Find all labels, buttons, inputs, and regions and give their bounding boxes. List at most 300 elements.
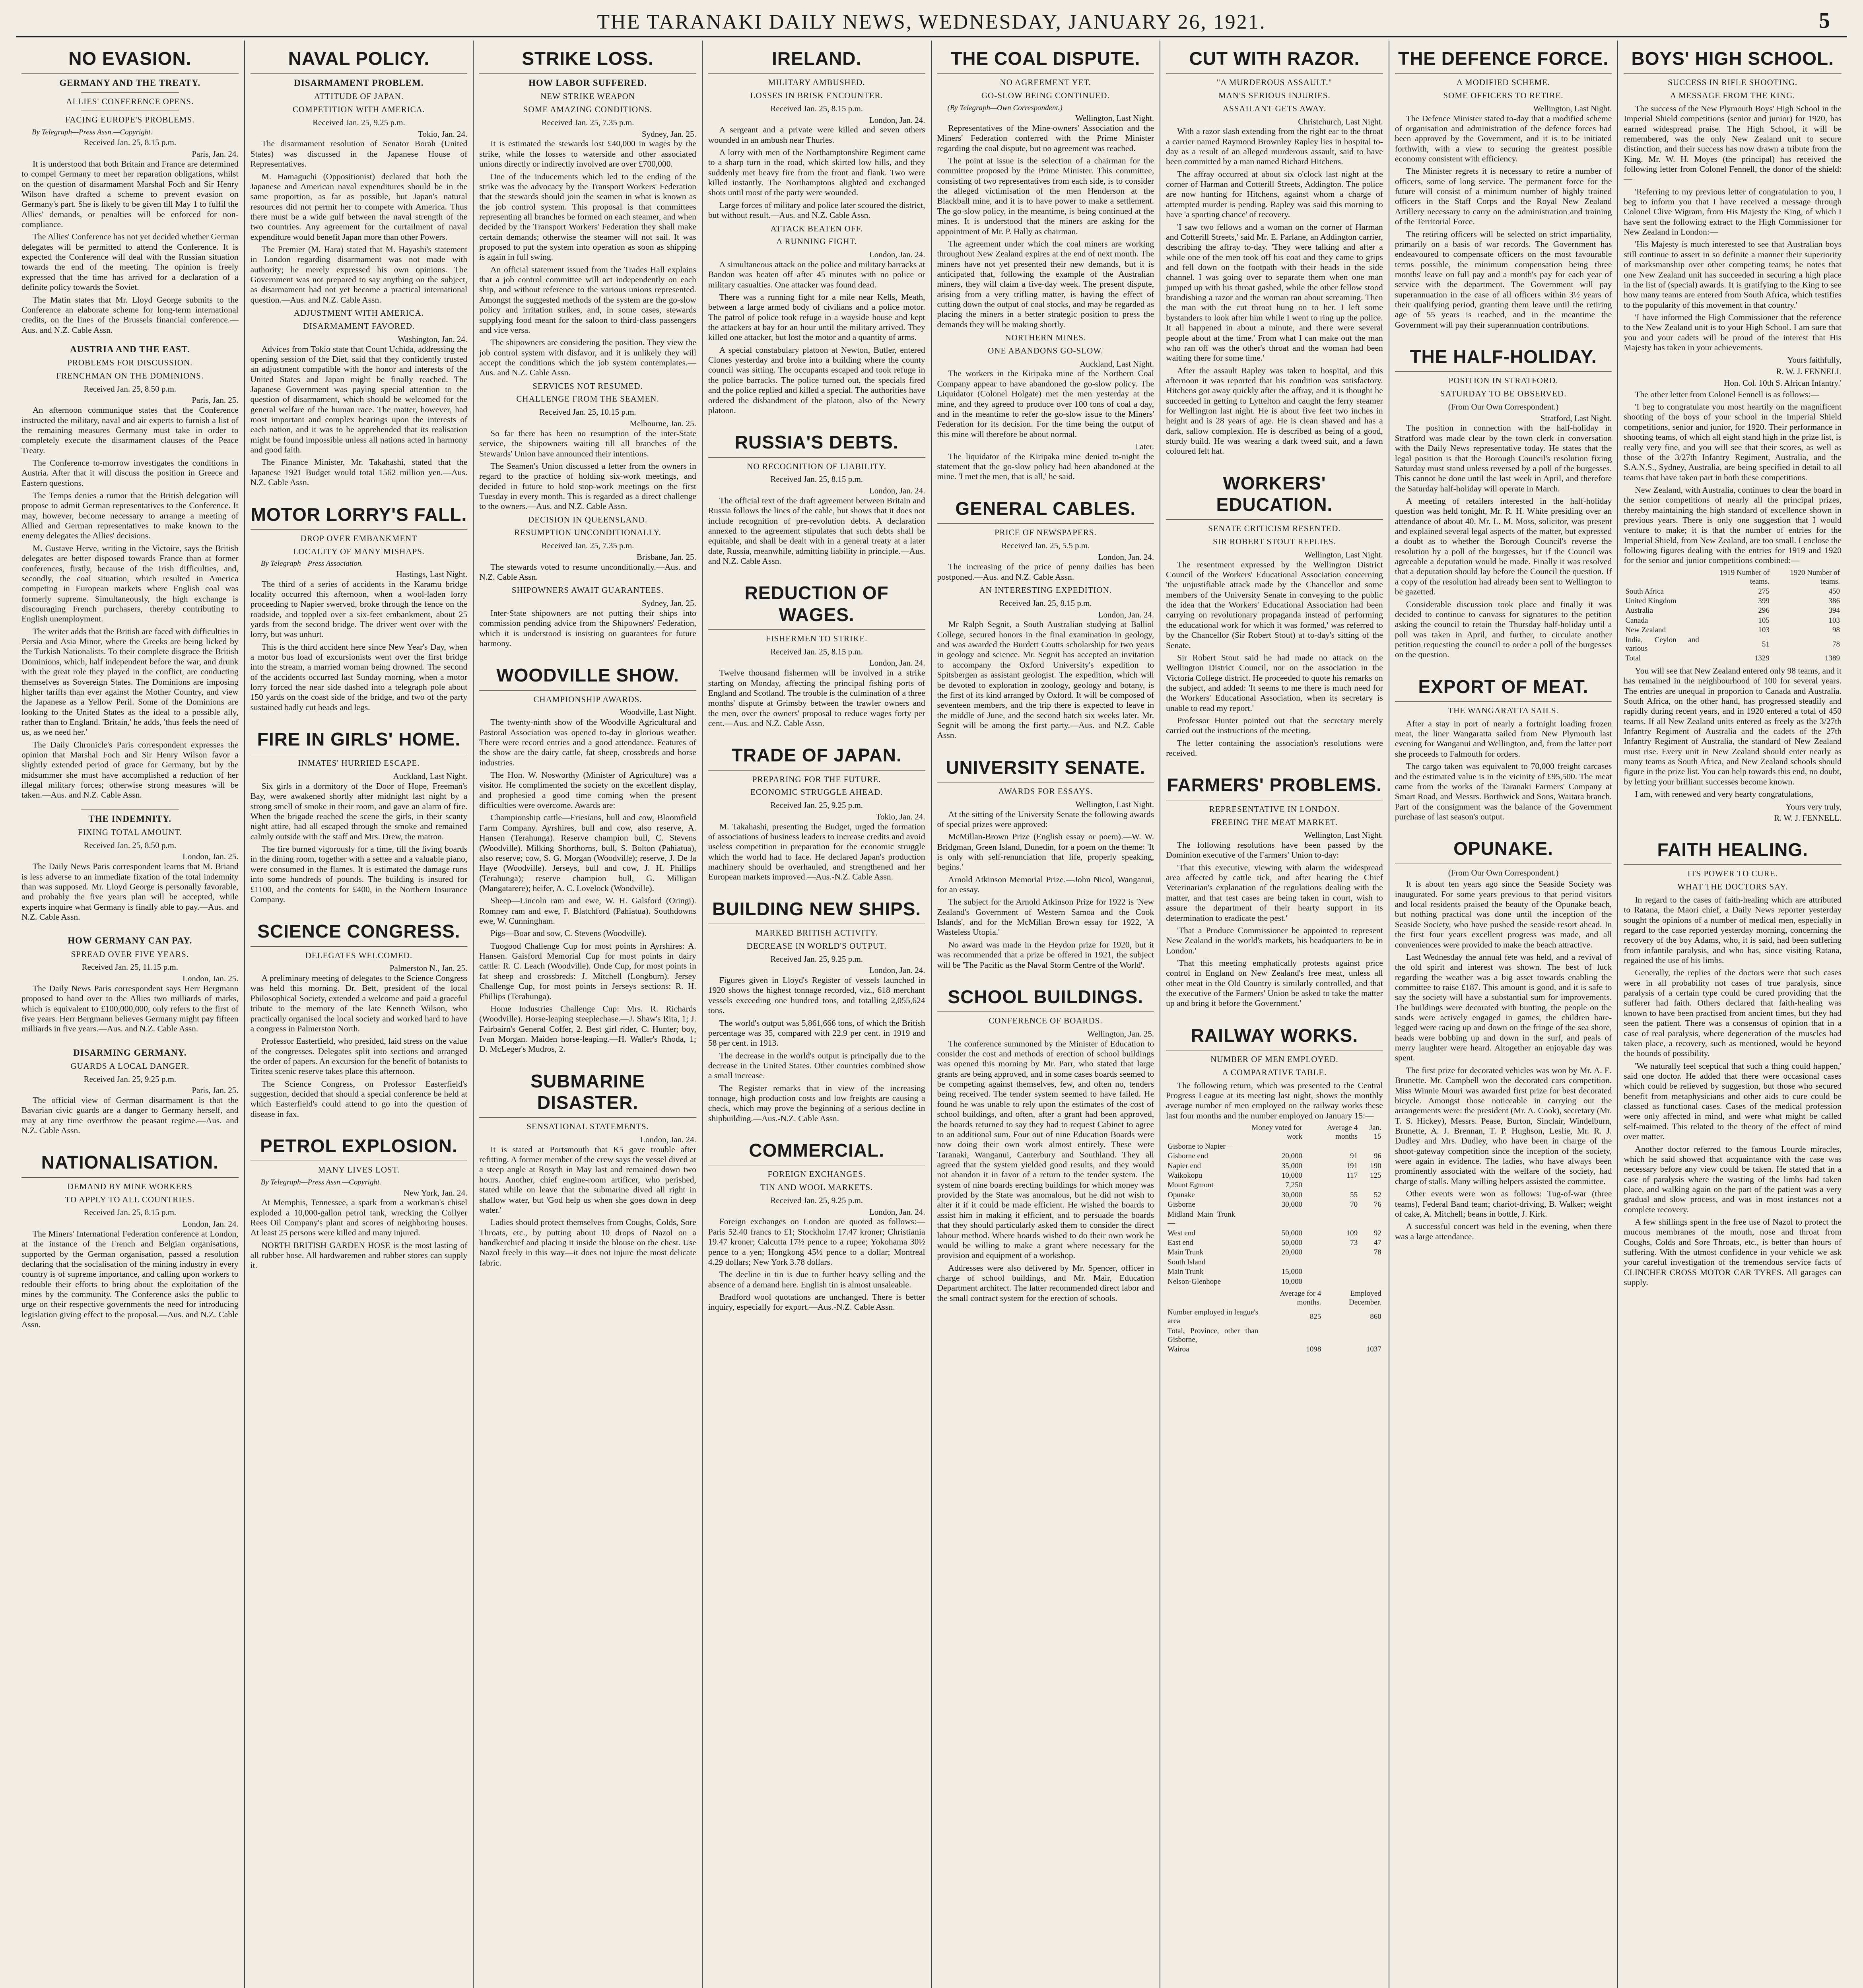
page-number: 5	[1819, 8, 1831, 33]
table-cell: South Island	[1168, 1258, 1206, 1266]
paragraph: Sir Robert Stout said he had made no attack on the Wellington District Council, nor on the association in the Victoria College district. He proceeded to quote his remarks on the subject, and added: 'It seems to me there is much need for the Workers' Educational Association, when its secretary is unable to read my report.'	[1166, 652, 1383, 713]
paragraph: The decrease in the world's output is principally due to the decrease in the United States. Other countries combined show a small increase.	[708, 1050, 925, 1081]
table-cell	[1263, 1326, 1323, 1345]
paragraph: The official view of German disarmament is that the Bavarian civic guards are a danger to Germany herself, and may at any time overthrow the peasant regime.—Aus. and N.Z. Cable Assn.	[21, 1095, 239, 1136]
subheadline: SERVICES NOT RESUMED.	[532, 381, 643, 391]
article-austria	[21, 344, 239, 800]
headline: REDUCTION OF WAGES.	[708, 575, 925, 630]
paragraph: The Daily Chronicle's Paris correspondent expresses the opinion that Marshal Foch and Sir Henry Wilson favor a slightly extended period of grace for Germany, but by the midsummer she must have accomplished a reduction of her illegal military forces; otherwise strong measures will be taken.—Aus. and N.Z. Cable Assn.	[21, 740, 239, 800]
table-cell: 394	[1828, 606, 1840, 615]
column-6	[1160, 41, 1389, 1988]
table-row	[1166, 1267, 1383, 1277]
subheadline: DECISION IN QUEENSLAND.	[528, 514, 648, 524]
table-cell: 1098	[1306, 1345, 1321, 1354]
table-row	[1166, 1151, 1383, 1161]
subheadline: NO RECOGNITION OF LIABILITY.	[747, 461, 887, 471]
subheadline: SIR ROBERT STOUT REPLIES.	[1213, 537, 1336, 547]
table-cell: 50,000	[1281, 1229, 1302, 1237]
headline: NATIONALISATION.	[21, 1144, 239, 1177]
column-3	[474, 41, 703, 1988]
paragraph: The success of the New Plymouth Boys' High School in the Imperial Shield competitions (senior and junior) for 1920, has earned widespread praise. The High School, it will be remembered, was the only New Zealand unit to secure distinction, and their success has now drawn a tribute from the King. Mr. W. H. Moyes (the principal) has received the following letter from Colonel Fennell, the donor of the shield:—	[1624, 103, 1842, 184]
paragraph: It is stated at Portsmouth that K5 gave trouble after refitting. A former member of the crew says the vessel dived at a steep angle at Rosyth in May last and remained down two hours. Another, chief engine-room artificer, who perished, stated while on leave that the submarine dived all right in shallow water, but 'God help us when she goes down in deep water.'	[479, 1144, 696, 1215]
headline: GENERAL CABLES.	[937, 491, 1154, 524]
paragraph: The Conference to-morrow investigates the conditions in Austria. After that it will discuss the position in Greece and Eastern questions.	[21, 458, 239, 488]
article-woodville-show	[479, 657, 696, 1054]
paragraph: The cargo taken was equivalent to 70,000 freight carcases and the estimated value is in the vicinity of £95,500. The meat came from the works of the Taranaki Farmers' Company at Smart Road, and Messrs. Borthwick and Sons, Waitara branch. Part of the consignment was the balance of the Government purchase of last season's output.	[1395, 761, 1612, 821]
table-cell: 55	[1350, 1190, 1358, 1199]
paragraph: M. Hamaguchi (Oppositionist) declared that both the Japanese and American naval expenditures should be in the same proportion, as far as possible, but Japan's natural resources did not permit her to compete with America. Thus there must be a wide gulf between the naval strength of the two countries. Any agreement for the curtailment of naval expenditure would benefit Japan more than other Powers.	[250, 171, 468, 242]
paragraph: Another doctor referred to the famous Lourde miracles, which he said showed that acquaintance with the case was necessary before any view could be taken. He stated that in a case of paralysis where the wasting of the limbs had taken place, and walking again on the part of the patient was a very gradual and slow process, and was in most instances not a complete recovery.	[1624, 1144, 1842, 1214]
paragraph: The decline in tin is due to further heavy selling and the absence of a demand here. English tin is almost unsaleable.	[708, 1270, 925, 1289]
table-row	[1166, 1326, 1383, 1345]
table-cell: 35,000	[1281, 1161, 1302, 1170]
dateline: Tokio, Jan. 24.	[876, 812, 925, 821]
dateline: London, Jan. 25.	[183, 852, 239, 862]
article-farmers-problems	[1166, 767, 1383, 1008]
dateline: Hastings, Last Night.	[396, 569, 468, 579]
byline: (From Our Own Correspondent.)	[1448, 402, 1559, 412]
table-cell	[1304, 1210, 1359, 1229]
column-2	[245, 41, 474, 1988]
article-workers-education	[1166, 465, 1383, 759]
subheadline: MILITARY AMBUSHED.	[768, 78, 865, 87]
table-cell	[1237, 1142, 1304, 1151]
paragraph: Advices from Tokio state that Count Uchida, addressing the opening session of the Diet, said that they confidently trusted an adjustment compatible with the honor and interests of the United States and Japan might be finally reached. The Japanese Government was paying special attention to the question of disarmament, which should be welcomed for the general welfare of the human race. The matter, however, had most important and complex bearings upon the interests of each nation, and it was to be apprehended that its realisation might be found impossible unless all nations acted in harmony and good faith.	[250, 344, 468, 455]
table-cell	[1260, 1308, 1263, 1326]
subheadline: CHAMPIONSHIP AWARDS.	[533, 694, 642, 704]
headline: THE HALF-HOLIDAY.	[1395, 339, 1612, 372]
paragraph: 'That this executive, viewing with alarm the widespread area affected by cattle tick, and after hearing the Chief Veterinarian's explanation of the regulations dealing with the matter, and that test cases are being taken in court, wish to assure the department of their hearty support in its determination to eradicate the pest.'	[1166, 862, 1383, 923]
subheadline: SUCCESS IN RIFLE SHOOTING.	[1668, 78, 1798, 87]
paragraph: The official text of the draft agreement between Britain and Russia follows the lines of the cable, but shows that it does not include recognition of pre-revolution debts. A declaration annexed to the agreement stipulates that such debts shall be equitable, and shall be dealt with in a general treaty at a later date, Russia, meanwhile, admitting liability in principle.—Aus. and N.Z. Cable Assn.	[708, 495, 925, 566]
dateline: Sydney, Jan. 25.	[641, 598, 696, 608]
paragraph: Large forces of military and police later scoured the district, but without result.—Aus. and N.Z. Cable Assn.	[708, 200, 925, 220]
paragraph: Home Industries Challenge Cup: Mrs. R. Richards (Woodville). Horse-leaping steeplechase.—J. Shaw's Rita, 1; J. Fairbairn's General Coffer, 2. Best girl rider, C. Hunter; boy, Ivan Morgan. Maiden horse-leaping.—H. Waller's Rhoda, 1; D. McLeger's Mudros, 2.	[479, 1004, 696, 1054]
subheadline: FISHERMEN TO STRIKE.	[765, 633, 868, 643]
subheadline: ATTACK BEATEN OFF.	[770, 223, 863, 233]
article-boys-high-school	[1624, 41, 1842, 823]
table-cell: 825	[1309, 1312, 1321, 1321]
paragraph: The following resolutions have been passed by the Dominion executive of the Farmers' Union to-day:	[1166, 840, 1383, 860]
dateline: Wellington, Last Night.	[1304, 830, 1383, 840]
subheadline: HOW GERMANY CAN PAY.	[68, 936, 192, 946]
received-line: Received Jan. 25, 9.25 p.m.	[770, 1195, 863, 1205]
paragraph: Pigs—Boar and sow, C. Stevens (Woodville).	[490, 928, 647, 938]
table-cell: Mount Egmont	[1168, 1181, 1214, 1190]
paragraph: The retiring officers will be selected on strict impartiality, primarily on a basis of war records. The Government has endeavoured to compensate officers on the most favourable terms possible, the minimum compensation being three months' leave on full pay and a month's pay for each year of service with the department. The Government will pay superannuation in the case of all officers within 3½ years of their qualifying period, granting them leave until the retiring age of 55 years is reached, and in the meantime the Government will pay their superannuation contributions.	[1395, 229, 1612, 330]
subheadline: A MESSAGE FROM THE KING.	[1670, 91, 1795, 101]
subheadline: DISARMING GERMANY.	[73, 1047, 187, 1058]
column-5	[932, 41, 1161, 1988]
table-cell: 190	[1370, 1161, 1381, 1170]
table-cell: 20,000	[1281, 1248, 1302, 1257]
subheadline: GERMANY AND THE TREATY.	[59, 78, 201, 88]
table-cell: Opunake	[1168, 1190, 1195, 1199]
shield-entries-table	[1624, 568, 1842, 664]
column-8	[1618, 41, 1847, 1988]
article-railway-works	[1166, 1017, 1383, 1355]
received-line: Received Jan. 25, 8.15 p.m.	[84, 1208, 177, 1217]
subheadline: THE WANGARATTA SAILS.	[1448, 705, 1559, 715]
table-cell: East end	[1168, 1238, 1194, 1247]
paragraph: The world's output was 5,861,666 tons, of which the British percentage was 35, compared with 22.9 per cent. in 1919 and 58 per cent. in 1913.	[708, 1018, 925, 1048]
subheadline: FACING EUROPE'S PROBLEMS.	[65, 115, 195, 125]
headline: BUILDING NEW SHIPS.	[708, 891, 925, 924]
table-header-cell: Average for 4 months.	[1280, 1289, 1321, 1307]
paragraph: Championship cattle—Friesians, bull and cow, Bloomfield Farm Company. Ayrshires, bull and cow, also reserve, A. Hansen (Terahunga). Reserve champion bull, C. Stevens (Woodville). Milking Shorthorns, bull, S. Bolton (Pahiatua), also reserve; cow, S. G. Morgan (Woodville); reserve, J. De la Haye (Woodville). Jerseys, bull and cow, J. H. Phillips (Terahunga); reserve champion bull, G. Milligan (Mangatarere); heifer, A. C. Lovelock (Woodville).	[479, 813, 696, 893]
subheadline: DEMAND BY MINE WORKERS	[67, 1181, 192, 1191]
table-cell: Total	[1625, 654, 1641, 663]
paragraph: Arnold Atkinson Memorial Prize.—John Nicol, Wanganui, for an essay.	[937, 874, 1154, 895]
table-cell: 91	[1350, 1152, 1358, 1161]
paragraph: The writer adds that the British are faced with difficulties in Persia and Asia Minor, where the Greeks are being licked by the Turkish Nationalists. To their complete disgrace the British Dominions, which, half independent before the war, and drunk with the great role they played in the conflict, are conducting themselves as Sovereign States. The Dominions are imposing higher tariffs than ever against the Mother Country, and view the Japanese as a Yellow Peril. Some of the Dominions are looking to the United States as the ideal to a possible ally, rather than to England. 'Britain,' he adds, 'thus feels the need of us, as we need her.'	[21, 626, 239, 737]
paragraph: Six girls in a dormitory of the Door of Hope, Freeman's Bay, were awakened shortly after midnight last night by a strong smell of smoke in their room, and gave an alarm of fire. When the brigade reached the scene the girls, in their scanty night attire, had all escaped through the smoke and remained calmly outside with the staff and Mrs. Drew, the matron.	[250, 781, 468, 841]
table-cell: Gisborne to Napier—	[1168, 1142, 1233, 1151]
article-opunake	[1395, 831, 1612, 1242]
article-building-ships	[708, 891, 925, 1124]
paragraph: The Defence Minister stated to-day that a modified scheme of organisation and administration of the defence forces had been approved by the Government, and it is to be initiated forthwith, with a view to securing the greatest possible economy consistent with efficiency.	[1395, 113, 1612, 163]
paragraph: 'I beg to congratulate you most heartily on the magnificent shooting of the boys of your school in the Imperial Shield competitions, senior and junior, for 1920. Their performance in shooting teams, of which all eight stand high in the prize list, is really very fine, and you will see that their scores, as well as those of the 3/27th Infantry Regiment, Australia, and the S.A.N.S., Sydney, Australia, are being specified in detail to all teams that have taken part in both these competitions.	[1624, 402, 1842, 482]
article-coal-dispute	[937, 41, 1154, 482]
paragraph: This is the third accident here since New Year's Day, when a motor bus load of excursionists went over the first bridge into the stream, a married woman being drowned. The second of the accidents occurred last Sunday morning, when a motor lorry forced the near side dashed into a telegraph pole about 150 yards on the coast side of the bridge, and two of the party sustained badly cut heads and legs.	[250, 642, 468, 712]
paragraph: The liquidator of the Kiripaka mine denied to-night the statement that the go-slow policy had been abandoned at the mine. 'I met the men, that is all,' he said.	[937, 451, 1154, 481]
table-row	[1166, 1308, 1383, 1326]
received-line: Received Jan. 25, 8.15 p.m.	[770, 474, 863, 484]
subheadline: SATURDAY TO BE OBSERVED.	[1440, 389, 1567, 399]
paragraph: The Daily News Paris correspondent says Herr Bergmann proposed to hand over to the Allies two milliards of marks, which is equivalent to £100,000,000, only refers to the first of five years. Herr Bergmann believes Germany might pay fifteen milliards in five years.—Aus. and N.Z. Cable Assn.	[21, 983, 239, 1034]
article-ireland	[708, 41, 925, 415]
article-russia-debts	[708, 424, 925, 566]
subheadline: ADJUSTMENT WITH AMERICA.	[293, 308, 424, 318]
headline: THE DEFENCE FORCE.	[1395, 41, 1612, 74]
article-fire-girls-home	[251, 721, 468, 905]
subheadline: AWARDS FOR ESSAYS.	[998, 786, 1093, 796]
paragraph: With a razor slash extending from the right ear to the throat a carrier named Raymond Brownley Rapley lies in hospital to-day as a result of an alleged murderous assault, said to have been committed by a man named Richard Hitchens.	[1166, 126, 1383, 167]
article-export-meat	[1395, 669, 1612, 822]
headline: BOYS' HIGH SCHOOL.	[1624, 41, 1842, 74]
dateline: Wellington, Last Night.	[1533, 103, 1612, 113]
table-cell: India, Ceylon and various	[1625, 635, 1699, 653]
subheadline: AN INTERESTING EXPEDITION.	[979, 585, 1112, 595]
table-header-cell	[1166, 1123, 1237, 1142]
subheadline: FREEING THE MEAT MARKET.	[1211, 817, 1338, 827]
table-cell	[1304, 1142, 1359, 1151]
dateline: Wellington, Last Night.	[1075, 113, 1154, 123]
received-line: Received Jan. 25, 8.15 p.m.	[999, 598, 1092, 608]
table-cell: 1389	[1825, 654, 1840, 663]
masthead-title: THE TARANAKI DAILY NEWS, WEDNESDAY, JANUARY 26, 1921.	[597, 10, 1266, 33]
article-naval-policy	[251, 41, 468, 488]
paragraph: Considerable discussion took place and finally it was decided to continue to canvass for signatures to the petition asking the council to retain the Thursday half-holiday until a poll was taken in April, and further, to circulate another petition requesting the council to order a poll of the burgesses on the question.	[1395, 599, 1612, 660]
subheadline: A MODIFIED SCHEME.	[1456, 78, 1550, 87]
table-row	[1166, 1171, 1383, 1180]
received-line: Received Jan. 25, 9.25 p.m.	[313, 117, 405, 127]
headline: EXPORT OF MEAT.	[1395, 669, 1612, 702]
table-cell	[1359, 1267, 1383, 1277]
subheadline: MANY LIVES LOST.	[318, 1165, 400, 1175]
dateline: London, Jan. 24.	[183, 1219, 239, 1229]
dateline: London, Jan. 24.	[869, 658, 925, 668]
paragraph: The following return, which was presented to the Central Progress League at its meeting last night, shows the monthly average number of men employed on the railway works these last four months and the number employed on January 15:—	[1166, 1080, 1383, 1120]
table-cell: 96	[1373, 1152, 1381, 1161]
dateline: Christchurch, Last Night.	[1298, 116, 1383, 126]
paragraph: The shipowners are considering the position. They view the job control system with disfavor, and it is unlikely they will accept the conditions which the job system contemplates.—Aus. and N.Z. Cable Assn.	[479, 338, 696, 378]
table-cell: 103	[1758, 626, 1770, 635]
table-body	[1166, 1308, 1383, 1355]
dateline: Auckland, Last Night.	[393, 771, 468, 781]
advertisement: Ladies should protect themselves from Coughs, Colds, Sore Throats, etc., by putting about 10 drops of Nazol on a handkerchief and placing it inside the blouse on the chest. Use Nazol freely in this way—it does not injure the most delicate fabric.	[479, 1217, 696, 1268]
paragraph: The agreement under which the coal miners are working throughout New Zealand expires at the end of next month. The miners have not yet presented their new demands, but it is anticipated that, following the example of the Australian miners, they will claim a five-day week. The present dispute, arising from a very trifling matter, is having the effect of cutting down the output of coal stocks, and may be regarded as placing the miners in a better strategic position to press the demands they will be making shortly.	[937, 239, 1154, 329]
table-cell	[1304, 1267, 1359, 1277]
table-cell: Midland Main Trunk—	[1168, 1210, 1236, 1228]
subheadline: PREPARING FOR THE FUTURE.	[752, 774, 881, 784]
received-line: Received Jan. 25, 7.35 p.m.	[541, 541, 634, 551]
article-germany-pay	[21, 931, 239, 1034]
paragraph: Other events were won as follows: Tug-of-war (three teams), Federal Band team; chariot-driving, B. Walker; weight of cake, A. Mitchell; beans in bottle, J. Kirk.	[1395, 1189, 1612, 1219]
article-nationalisation	[21, 1144, 239, 1330]
table-cell: Canada	[1625, 616, 1648, 625]
table-cell: 296	[1758, 606, 1770, 615]
paragraph: After a stay in port of nearly a fortnight loading frozen meat, the liner Wangaratta sailed from New Plymouth last evening for Wanganui and Wellington, and, from the latter port she proceeds to Falmouth for orders.	[1395, 718, 1612, 759]
table-row	[1166, 1180, 1383, 1190]
table-row	[1166, 1210, 1383, 1229]
headline: RUSSIA'S DEBTS.	[708, 424, 925, 457]
railway-totals-table	[1166, 1289, 1383, 1355]
table-cell	[1237, 1258, 1304, 1267]
subheadline: WHAT THE DOCTORS SAY.	[1677, 882, 1788, 892]
table-row	[1624, 587, 1842, 596]
table-cell: 125	[1370, 1171, 1381, 1180]
headline: SUBMARINE DISASTER.	[479, 1063, 696, 1118]
paragraph: A preliminary meeting of delegates to the Science Congress was held this morning. Dr. Bett, president of the local Philosophical Society, extended a welcome and paid a graceful tribute to the memory of the late Kenneth Wilson, who practically organised the local society and worked hard to have a congress in Palmerston North.	[250, 973, 468, 1033]
article-disarming	[21, 1043, 239, 1136]
subheadline: NUMBER OF MEN EMPLOYED.	[1210, 1054, 1338, 1064]
table-cell: 70	[1350, 1200, 1358, 1209]
paragraph: The Seamen's Union discussed a letter from the owners in regard to the practice of holding six-work meetings, and decided in future to hold stop-work meetings on the first Tuesday in every month. This is regarded as a direct challenge to the owners.—Aus. and N.Z. Cable Assn.	[479, 461, 696, 511]
subheadline: SHIPOWNERS AWAIT GUARANTEES.	[511, 585, 664, 595]
advertisement: NORTH BRITISH GARDEN HOSE is the most lasting of all rubber hose. All hardwaremen and rubber stores can supply it.	[250, 1240, 468, 1270]
paragraph: Bradford wool quotations are unchanged. There is better inquiry, especially for export.—Aus.-N.Z. Cable Assn.	[708, 1292, 925, 1312]
table-cell: South Africa	[1625, 587, 1664, 596]
table-cell	[1359, 1258, 1383, 1267]
table-cell: 30,000	[1281, 1190, 1302, 1199]
headline: WORKERS' EDUCATION.	[1166, 465, 1383, 520]
table-header-cell	[1166, 1289, 1260, 1308]
subheadline: ATTITUDE OF JAPAN.	[314, 91, 404, 101]
table-cell: 103	[1828, 616, 1840, 625]
table-cell: Main Trunk	[1168, 1268, 1204, 1276]
dateline: Wellington, Last Night.	[1075, 799, 1154, 809]
headline: IRELAND.	[708, 41, 925, 74]
table-row	[1166, 1277, 1383, 1287]
paragraph: You will see that New Zealand entered only 98 teams, and it has remained in the neighbourhood of 100 for several years. The entries are unequal in proportion to Canada and Australia. South Africa, on the other hand, has progressed steadily and rapidly during recent years, and in 1920 entered a total of 450 teams. If all New Zealand units entered as freely as the 3/27th Infantry Regiment of Australia and the cadets of the 27th Infantry Regiment of Australia, the standard of New Zealand must rise. Every unit in New Zealand should enter nearly as many teams as South Africa, and New Zealand schools should figure in the prize list. You can help towards this end, no doubt, by letting your brilliant successes become known.	[1624, 666, 1842, 786]
signature: R. W. J. FENNELL	[1776, 367, 1842, 377]
paragraph: The Temps denies a rumor that the British delegation will propose to admit German representatives to the Conference. It may, however, become necessary to arrange a meeting of Allied and German representatives to make known to the enemy delegates the Allies' decisions.	[21, 491, 239, 541]
received-line: Received Jan. 25, 10.15 p.m.	[539, 407, 636, 417]
table-cell: 78	[1832, 640, 1840, 648]
table-cell: 98	[1832, 626, 1840, 635]
table-cell: 51	[1762, 640, 1770, 648]
table-cell: West end	[1168, 1229, 1195, 1237]
table-row	[1166, 1190, 1383, 1200]
table-header-cell	[1624, 568, 1700, 587]
table-cell: 47	[1373, 1238, 1381, 1247]
article-reduction-wages	[708, 575, 925, 728]
paragraph: The Register remarks that in view of the increasing tonnage, high production costs and low freights are causing a check, which may prove the beginning of a serious decline in shipbuilding.—Aus.-N.Z. Cable Assn.	[708, 1083, 925, 1123]
paragraph: Sheep—Lincoln ram and ewe, W. H. Galsford (Oringi). Romney ram and ewe, F. Blatchford (Pahiatua). Southdowns ewe, W. Cunningham.	[479, 896, 696, 926]
paragraph: The letter containing the association's resolutions were received.	[1166, 738, 1383, 758]
table-cell: 50,000	[1281, 1238, 1302, 1247]
table-body	[1624, 587, 1842, 654]
subheadline: NO AGREEMENT YET.	[1000, 78, 1092, 87]
dateline: London, Jan. 24.	[640, 1135, 696, 1144]
table-cell: 10,000	[1281, 1277, 1302, 1286]
paragraph: I am, with renewed and very hearty congratulations,	[1635, 789, 1813, 799]
subheadline: CONFERENCE OF BOARDS.	[989, 1016, 1103, 1026]
headline: MOTOR LORRY'S FALL.	[251, 497, 468, 530]
paragraph: The Matin states that Mr. Lloyd George submits to the Conference an elaborate scheme for long-term international credits, on the lines of the Brussels financial conference.—Aus. and N.Z. Cable Assn.	[21, 295, 239, 335]
headline: STRIKE LOSS.	[479, 41, 696, 74]
table-cell: 1037	[1366, 1345, 1381, 1354]
table-header-cell: Jan. 15	[1369, 1124, 1381, 1141]
paragraph: The first prize for decorated vehicles was won by Mr. A. E. Brunette. Mr. Campbell won the decorated cars competition. Miss Winnie Mouri was awarded first prize for best decorated bicycle. Amongst those noticeable in carrying out the arrangements were: the president (Mr. A. Cook), secretary (Mr. T. S. Hickey), Messrs. Pease, Burton, Sinclair, Windelburn, Brunette, A. J. Brennan, T. P. Hughson, Leslie, Mr. R. J. Dudley and Mrs. Dudley, who have been in charge of the shoot-gateway competition since the inception of the society, were again in evidence. The ladies, who have always been prominently associated with the welfare of the society, had charge of stalls. Many willing helpers assisted the committee.	[1395, 1065, 1612, 1186]
received-line: Received Jan. 25, 9.25 p.m.	[770, 800, 863, 810]
received-line: Received Jan. 25, 11.15 p.m.	[82, 962, 179, 972]
table-row	[1166, 1229, 1383, 1238]
subheadline: "A MURDEROUS ASSAULT."	[1216, 78, 1333, 87]
subheadline: ALLIES' CONFERENCE OPENS.	[66, 97, 194, 107]
table-cell: Number employed in league's area	[1168, 1308, 1259, 1326]
subheadline: ONE ABANDONS GO-SLOW.	[988, 346, 1103, 355]
subheadline: REPRESENTATIVE IN LONDON.	[1209, 804, 1340, 814]
dateline: London, Jan. 24.	[1098, 552, 1154, 562]
paragraph: McMillan-Brown Prize (English essay or poem).—W. W. Bridgman, Green Island, Dunedin, for a poem on the theme: 'It is only with self-renunciation that life, properly speaking, begins.'	[937, 832, 1154, 872]
paragraph: At Memphis, Tennessee, a spark from a workman's chisel exploded a 10,000-gallon petrol tank, wrecking the Collyer Rees Oil Company's plant and scores of neighboring houses. At least 25 persons were killed and many injured.	[250, 1198, 468, 1238]
paragraph: The affray occurred at about six o'clock last night at the corner of Harman and Cotterill Streets, Addington. The police are now hunting for Hitchens, against whom a charge of attempted murder is pending. Rapley was said this morning to have 'a sporting chance' of recovery.	[1166, 169, 1383, 219]
dateline: Brisbane, Jan. 25.	[636, 552, 696, 562]
subheadline: SOME OFFICERS TO RETIRE.	[1443, 91, 1564, 101]
headline: OPUNAKE.	[1395, 831, 1612, 864]
dateline: Paris, Jan. 25.	[192, 395, 239, 405]
subheadline: A COMPARATIVE TABLE.	[1222, 1067, 1327, 1077]
table-row	[1624, 635, 1842, 654]
article-submarine-disaster	[479, 1063, 696, 1268]
headline: SCIENCE CONGRESS.	[251, 913, 468, 946]
paragraph: The other letter from Colonel Fennell is as follows:—	[1635, 389, 1819, 399]
signature: Yours very truly,	[1785, 802, 1842, 812]
table-row	[1166, 1200, 1383, 1209]
paragraph: The stewards voted to resume unconditionally.—Aus. and N.Z. Cable Assn.	[479, 562, 696, 582]
headline: COMMERCIAL.	[708, 1132, 925, 1165]
subheadline: ASSAILANT GETS AWAY.	[1222, 103, 1326, 113]
table-cell: Napier end	[1168, 1161, 1201, 1170]
dateline: London, Jan. 24.	[869, 115, 925, 125]
subheadline: DELEGATES WELCOMED.	[305, 950, 413, 960]
paragraph: The increasing of the price of penny dailies has been postponed.—Aus. and N.Z. Cable Assn.	[937, 562, 1154, 582]
table-header-cell: Employed December.	[1348, 1289, 1381, 1307]
dateline: Wellington, Last Night.	[1304, 549, 1383, 559]
headline: SCHOOL BUILDINGS.	[937, 979, 1154, 1012]
table-row	[1166, 1161, 1383, 1171]
dateline: London, Jan. 24.	[869, 1207, 925, 1217]
table-cell: 1329	[1754, 654, 1770, 663]
dateline: Palmerston N., Jan. 25.	[389, 963, 468, 973]
table-cell: 30,000	[1281, 1200, 1302, 1209]
subheadline: SENATE CRITICISM RESENTED.	[1208, 524, 1341, 534]
dateline: New York, Jan. 24.	[403, 1188, 468, 1198]
subheadline: SOME AMAZING CONDITIONS.	[523, 105, 653, 115]
paragraph: 'I saw two fellows and a woman on the corner of Harman and Cotterill Streets,' said Mr. E. Parlane, an Addington carrier, describing the affray to-day. 'They were talking and after a while one of the men took off his coat and they came to grips and fell down on the footpath with their heads in the side channel. I was going over to separate them when one man jumped up with his throat gashed, while the other fellow stood brandishing a razor and the woman ran about screaming. Then the man with the cut throat hung on to her. I left some bystanders to look after him while I went to ring up the police. It all happened in about a minute, and there were several people about at the time.' From what I can make out the man who ran off was the other's throat and the woman had been waiting there for some time.'	[1166, 222, 1383, 363]
paragraph: It is about ten years ago since the Seaside Society was inaugurated. For some years previous to that period visitors and local residents praised the beauty of the Opunake beach, but nothing practical was done until the inception of the Seaside Society, who have pushed the seaside resort ahead. In the first four years excellent progress was made, and all conveniences were provided to make the beach attractive.	[1395, 879, 1612, 949]
columns	[16, 41, 1847, 1988]
dateline: Paris, Jan. 24.	[192, 149, 239, 159]
headline: PETROL EXPLOSION.	[251, 1128, 468, 1161]
article-no-evasion	[21, 41, 239, 335]
table-cell	[1304, 1277, 1359, 1287]
subheadline: ECONOMIC STRUGGLE AHEAD.	[750, 787, 883, 797]
paragraph: The point at issue is the selection of a chairman for the committee proposed by the Prime Minister. This committee, consisting of two representatives from each side, is to consider the alleged victimisation of the men Henderson at the Blackball mine, and it is to have power to make a settlement. The go-slow policy, in the meantime, is being continued at the mines. It is understood that the miners are asking for the appointment of Mr. P. Hally as chairman.	[937, 156, 1154, 236]
paragraph: Generally, the replies of the doctors were that such cases were in all probability not cases of true paralysis, since paralysis of a certain type could be cured providing that the sufferer had faith. Others declared that faith-healing was known to have been practised from ancient times, but they had seen the patient. There was a consensus of opinion that in a case of real paralysis, where degeneration of the muscles had taken place, a recovery, such as mentioned, would be beyond the bounds of possibility.	[1624, 968, 1842, 1058]
paragraph: New Zealand, with Australia, continues to clear the board in the senior competitions of nearly all the principal prizes, thereby maintaining the high standard of excellence shown in previous years. There is only one suggestion that I would venture to make; it is that the number of entries for the Imperial Shield, from New Zealand, are too small. I enclose the following figures dealing with the entries for 1919 and 1920 for the senior and junior competitions combined:—	[1624, 485, 1842, 565]
column-1	[16, 41, 245, 1988]
headline: TRADE OF JAPAN.	[708, 737, 925, 770]
table-row	[1166, 1238, 1383, 1248]
article-petrol-explosion	[251, 1128, 468, 1271]
paragraph: Professor Easterfield, who presided, laid stress on the value of the congresses. Delegates split into sections and arranged the order of papers. An excursion for the benefit of botanists to Tiritea scenic reserve takes place this afternoon.	[250, 1036, 468, 1076]
byline: (From Our Own Correspondent.)	[1448, 868, 1559, 878]
paragraph: 'His Majesty is much interested to see that Australian boys still continue to assert in so definite a manner their superiority of marksmanship over other competing teams; he notes that one New Zealand unit has succeeded in securing a high place in the list of (special) awards. It is gratifying to the King to see how many teams are entered from South Africa, which testifies to the popularity of this movement in that country.'	[1624, 239, 1842, 310]
subheadline: FRENCHMAN ON THE DOMINIONS.	[56, 371, 204, 381]
byline: (By Telegraph—Own Correspondent.)	[947, 103, 1063, 112]
article-science-congress	[251, 913, 468, 1119]
table-cell: 10,000	[1281, 1171, 1302, 1180]
table-cell: 191	[1346, 1161, 1358, 1170]
dateline: Tokio, Jan. 24.	[418, 129, 468, 139]
table-cell	[1237, 1210, 1304, 1229]
received-line: Received Jan. 25, 9.25 p.m.	[84, 1074, 177, 1084]
paragraph: After the assault Rapley was taken to hospital, and this afternoon it was reported that his condition was satisfactory. Hitchens got away quickly after the affray, and it is thought he succeeded in getting to Lyttelton and caught the ferry steamer for Wellington last night. He is about five feet two inches in height and is 28 years of age. He is clean shaved and has a dark, sallow complexion. He is described as being of a good, sturdy build. He was wearing a dark tweed suit, and a fawn coloured felt hat.	[1166, 365, 1383, 456]
paragraph: The Finance Minister, Mr. Takahashi, stated that the Japanese 1921 Budget would total 1562 million yen.—Aus. N.Z. Cable Assn.	[250, 457, 468, 487]
table-cell	[1260, 1345, 1263, 1354]
table-cell	[1359, 1210, 1383, 1229]
dateline: Later.	[1135, 441, 1154, 451]
paragraph: The Allies' Conference has not yet decided whether German delegates will be permitted to attend the Conference. It is expected the Conference will deal with the Russian situation towards the end of the meeting. The opinion is freely expressed that the time has arrived for a declaration of a definite policy towards the Soviet.	[21, 232, 239, 292]
paragraph: M. Takahashi, presenting the Budget, urged the formation of associations of business leaders to increase credits and avoid useless competition in preparation for the economic struggle which the world had to face. He declared Japan's production machinery should be overhauled, and strengthened and her European markets improved.—Aus.-N.Z. Cable Assn.	[708, 821, 925, 882]
column-4	[703, 41, 932, 1988]
paragraph: One of the inducements which led to the ending of the strike was the advocacy by the Transport Workers' Federation that the stewards should join the seamen in what is known as the job control system. This proposal is that committees representing all branches be formed on each steamer, and when decided by the Transport Workers' Federation they shall make certain demands; otherwise the steamer will not sail. It was proposed to put the system into operation as soon as shipping is again in full swing.	[479, 171, 696, 262]
paragraph: The position in connection with the half-holiday in Stratford was made clear by the town clerk in conversation with the Daily News representative today. He states that the legal position is that the Borough Council's resolution fixing Saturday must stand unless reversed by a poll of the burgesses. This cannot be done until the last week in April, and therefore the Saturday half-holiday will operate in March.	[1395, 423, 1612, 493]
dateline: Sydney, Jan. 25.	[641, 129, 696, 139]
table-header-cell: 1919 Number of teams.	[1719, 568, 1770, 586]
received-line: Received Jan. 25, 8.15 p.m.	[770, 646, 863, 656]
paragraph: No award was made in the Heydon prize for 1920, but it was recommended that a prize be offered in 1921, the subject will be 'The Pacific as the Naval Storm Centre of the World'.	[937, 940, 1154, 970]
headline: FARMERS' PROBLEMS.	[1166, 767, 1383, 800]
article-indemnity	[21, 809, 239, 922]
subheadline: MAN'S SERIOUS INJURIES.	[1218, 91, 1331, 101]
paragraph: There was a running fight for a mile near Kells, Meath, between a large armed body of civilians and a police motor. The patrol of police took refuge in a wayside house and kept the attackers at bay for an hour until the military arrived. They killed one attacker, but lost the motor and a quantity of arms.	[708, 292, 925, 342]
subheadline: INMATES' HURRIED ESCAPE.	[298, 758, 420, 768]
received-line: Received Jan. 25, 5.5 p.m.	[1001, 540, 1090, 550]
signature: Hon. Col. 10th S. African Infantry.'	[1724, 378, 1842, 388]
table-cell: Nelson-Glenhope	[1168, 1277, 1221, 1286]
paragraph: The disarmament resolution of Senator Borah (United States) was discussed in the Japanese House of Representatives.	[250, 139, 468, 169]
received-line: Received Jan. 25, 7.35 p.m.	[541, 117, 634, 127]
paragraph: The conference summoned by the Minister of Education to consider the cost and methods of erection of school buildings was opened this morning by Mr. Parr, who stated that large grants are being approved, and in some cases boards seemed to be competing against themselves, few, and often no, tenders being received. The tender system seemed to have failed. He found he was unable to rely upon the estimates of the cost of school buildings, and often, after a grant had been approved, the boards returned to say they had to request Cabinet to agree to an additional sum. Four out of nine Education Boards were now doing their own work almost entirely. These were Taranaki, Wanganui, Canterbury and Southland. They all agreed that the system yielded good results, and they would not abandon it in favor of a return to the tender system. The system of nine boards erecting buildings for which money was provided by the State was anomalous, but he did not wish to alter it if it could be made efficient. He wished the boards to assist him in making it efficient, and to persuade the boards that they should particularly asked them to consider the direct labour method. Where boards wished to do their own work he would be willing to make a grant where necessary for the provision and equipment of a workshop.	[937, 1039, 1154, 1260]
dateline: London, Jan. 24.	[869, 965, 925, 975]
subheadline: HOW LABOR SUFFERED.	[528, 78, 647, 88]
paragraph: Professor Hunter pointed out that the secretary merely carried out the instructions of the meeting.	[1166, 716, 1383, 736]
table-row	[1166, 1142, 1383, 1151]
